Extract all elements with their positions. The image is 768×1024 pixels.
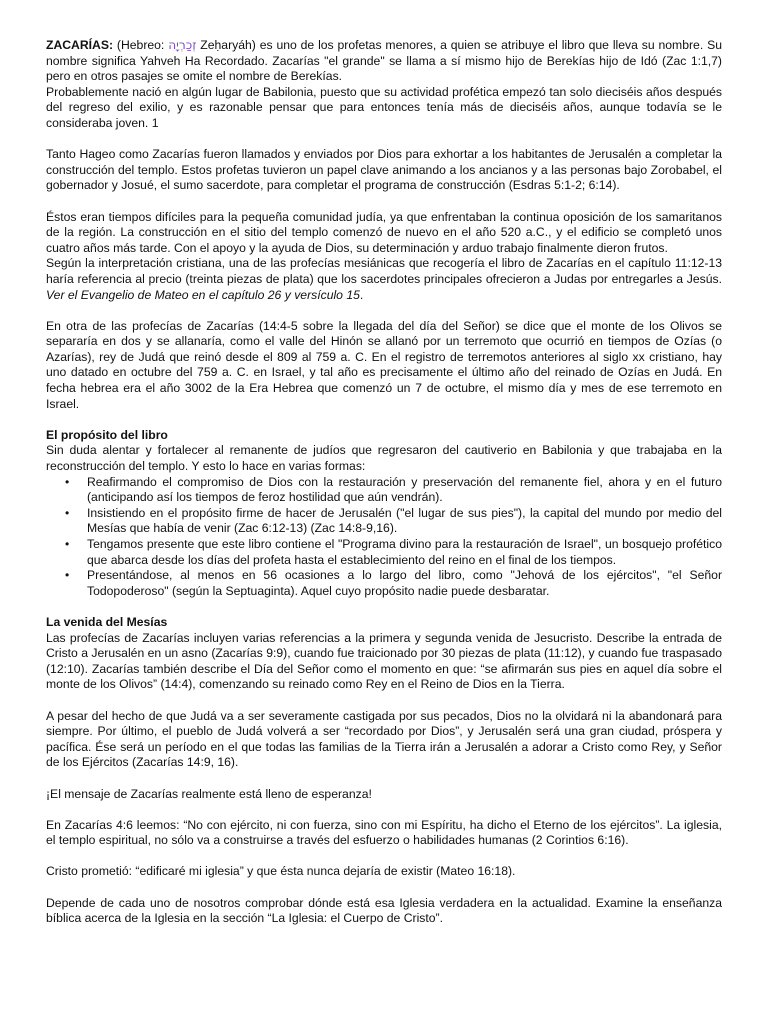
list-item [65, 474, 722, 506]
birthplace-paragraph: Probablemente nació en algún lugar de Babilonia, puesto que su actividad profética empezó tan solo dieciséis años después del regreso del exilio, y es razonable pensar que para entonces tenía más de dieciséis años, aunque todavía se le consideraba joven. 1 [46, 84, 722, 130]
spirit-paragraph: En Zacarías 4:6 leemos: “No con ejército, ni con fuerza, sino con mi Espíritu, ha dicho el Eterno de los ejércitos”. La iglesia, el templo espiritual, no sólo va a construirse a través del esfuerzo o habilidades humanas (2 Corintios 6:16). [46, 817, 722, 848]
list-item-text: Reafirmando el compromiso de Dios con la restauración y preservación del remanente fiel, ahora y en el futuro (anticipando así los tiempos de feroz hostilidad que aún vendrán). [87, 474, 722, 505]
list-item-text: Tengamos presente que este libro contiene el "Programa divino para la restauración de Israel", un bosquejo profético que abarca desde los días del profeta hasta el establecimiento del reino en el final de los tiempos. [87, 537, 722, 567]
hope-paragraph: ¡El mensaje de Zacarías realmente está lleno de esperanza! [46, 786, 372, 801]
matthew-reference: Ver el Evangelio de Mateo en el capítulo 26 y versículo 15 [46, 287, 360, 302]
bullet-icon: • [65, 568, 70, 583]
final-paragraph: Depende de cada uno de nosotros comprobar dónde está esa Iglesia verdadera en la actualidad. Examine la enseñanza bíblica acerca de la Iglesia en la sección “La Iglesia: el Cuerpo de Cristo”. [46, 895, 722, 926]
purpose-list [46, 475, 722, 600]
list-item [65, 537, 722, 568]
list-item [65, 505, 722, 537]
olives-paragraph: En otra de las profecías de Zacarías (14:4-5 sobre la llegada del día del Señor) se dice que el monte de los Olivos se separaría en dos y se allanaría, como el valle del Hinón se allanó por un terremoto que ocurrió en tiempos de Ozías (o Azarías), rey de Judá que reinó desde el 809 al 759 a. C. En el registro de terremotos anteriores al siglo xx cristiano, hay uno datado en octubre del 759 a. C. en Israel, y tal año es precisamente el último año del reinado de Ozías en Judá. En fecha hebrea era el año 3002 de la Era Hebrea que comenzó un 7 de octubre, el mismo día y mes de ese terremoto en Israel. [46, 318, 722, 411]
difficult-times-paragraph: Éstos eran tiempos difíciles para la pequeña comunidad judía, ya que enfrentaban la continua oposición de los samaritanos de la región. La construcción en el sitio del templo comenzó de nuevo en el año 520 a.C., y el edificio se completó unos cuatro años más tarde. Con el apoyo y la ayuda de Dios, su determinación y arduo trabajo finalmente dieron frutos. [46, 209, 722, 255]
intro-term: ZACARÍAS: [46, 38, 114, 52]
intro-rest: Zeḥaryáh) es uno de los profetas menores, a quien se atribuye el libro que lleva su nombre. Su nombre significa Yahveh Ha Recordado. Zacarías "el grande" se llama a sí mismo hijo de Berekías hijo de Idó (Zac 1:1,7) pero en otros pasajes se omite el nombre de Berekías. [46, 38, 722, 84]
messiah-paragraph: Las profecías de Zacarías incluyen varias referencias a la primera y segunda venida de Jesucristo. Describe la entrada de Cristo a Jerusalén en un asno (Zacarías 9:9), cuando fue traicionado por 30 piezas de plata (11:12), y cuando fue traspasado (12:10). Zacarías también describe el Día del Señor como el momento en que: “se afirmarán sus pies en aquel día sobre el monte de los Olivos” (14:4), comenzando su reinado como Rey en el Reino de Dios en la Tierra. [46, 630, 722, 692]
list-item-text: Presentándose, al menos en 56 ocasiones a lo largo del libro, como "Jehová de los ejércitos", "el Señor Todopoderoso" (según la Septuaginta). Aquel cuyo propósito nadie puede desbaratar. [87, 568, 722, 598]
bullet-icon: • [65, 505, 70, 520]
list-item [65, 568, 722, 599]
haggai-paragraph: Tanto Hageo como Zacarías fueron llamados y enviados por Dios para exhortar a los habitantes de Jerusalén a completar la construcción del templo. Estos profetas tuvieron un papel clave animando a los ancianos y a las personas bajo Zorobabel, el gobernador y Josué, el sumo sacerdote, para completar el programa de construcción (Esdras 5:1-2; 6:14). [46, 147, 722, 193]
messiah-heading: La venida del Mesías [46, 614, 168, 629]
list-item-text: Insistiendo en el propósito firme de hacer de Jerusalén ("el lugar de sus pies"), la capital del mundo por medio del Mesías que había de venir (Zac 6:12-13) (Zac 14:8-9,16). [87, 505, 722, 536]
church-paragraph: Cristo prometió: “edificaré mi iglesia” y que ésta nunca dejaría de existir (Mateo 16:18). [46, 864, 516, 879]
bullet-icon: • [65, 537, 70, 551]
messianic-paragraph [46, 256, 722, 303]
messianic-end: . [359, 287, 364, 302]
purpose-heading: El propósito del libro [46, 427, 168, 442]
intro-paragraph [46, 38, 722, 85]
judah-paragraph: A pesar del hecho de que Judá va a ser severamente castigada por sus pecados, Dios no la olvidará ni la abandonará para siempre. Por último, el pueblo de Judá volverá a ser “recordado por Dios”, y Jerusalén será una gran ciudad, próspera y pacífica. Ése será un período en el que todas las familias de la Tierra irán a Jerusalén a adorar a Cristo como Rey, y Señor de los Ejércitos (Zacarías 14:9, 16). [46, 708, 722, 770]
messianic-text: Según la interpretación cristiana, una de las profecías mesiánicas que recogería el libro de Zacarías en el capítulo 11:12-13 haría referencia al precio (treinta piezas de plata) que los sacerdotes principales ofrecieron a Judas por entregarles a Jesús. [46, 256, 722, 286]
intro-pre-hebrew: (Hebreo: [113, 38, 169, 52]
bullet-icon: • [65, 474, 70, 489]
hebrew-name: זְכַרְיָה [168, 38, 197, 52]
purpose-intro: Sin duda alentar y fortalecer al remanente de judíos que regresaron del cautiverio en Babilonia y que trabajaba en la reconstrucción del templo. Y esto lo hace en varias formas: [46, 443, 722, 474]
